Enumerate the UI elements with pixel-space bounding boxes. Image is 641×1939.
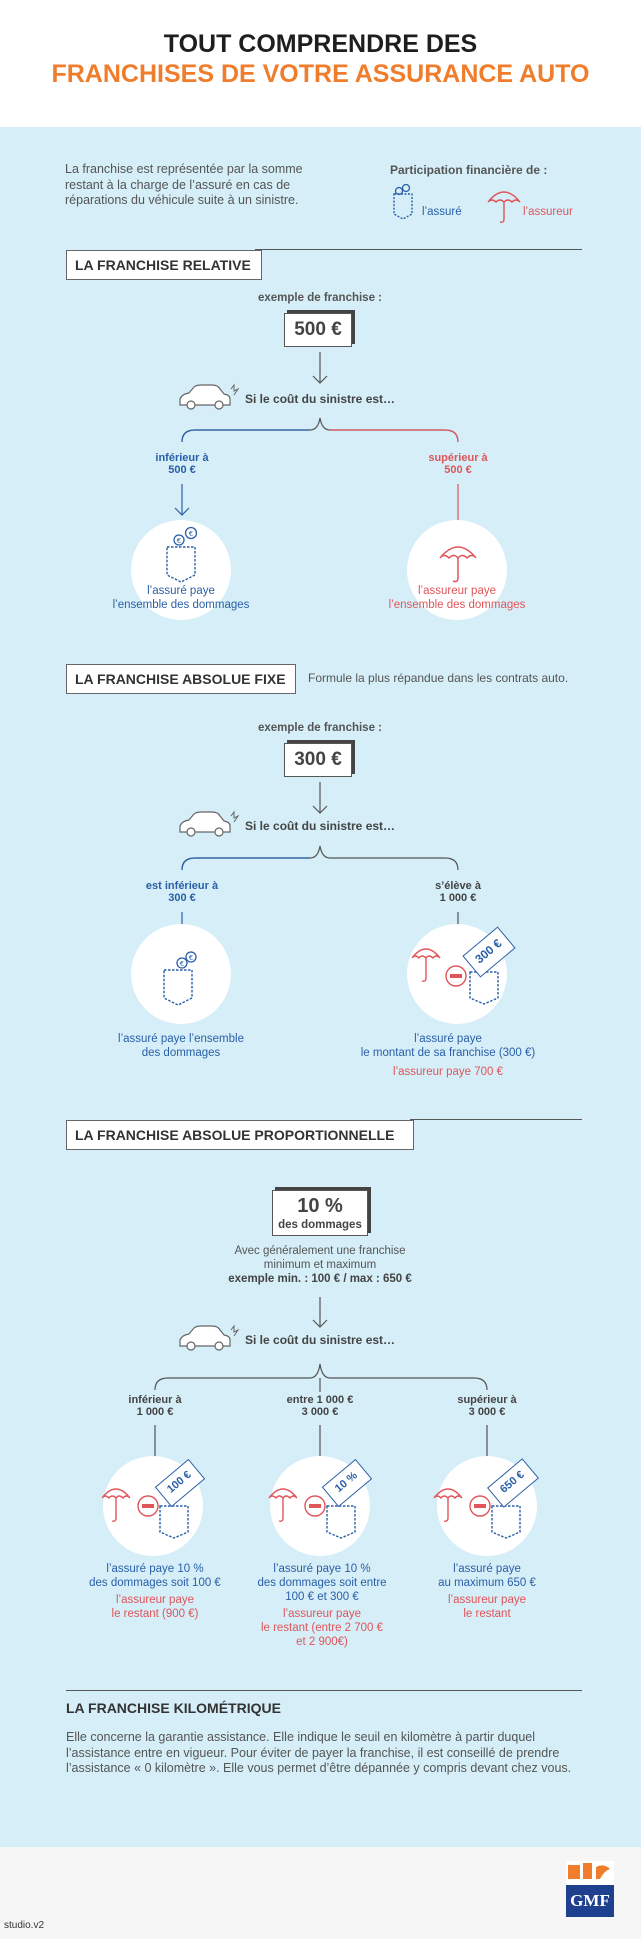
question-text: Si le coût du sinistre est…	[245, 1333, 396, 1347]
result-left: l’assuré paye l’ensemble des dommages	[112, 585, 250, 611]
example-label: exemple de franchise :	[258, 292, 382, 304]
svg-text:€: €	[179, 960, 185, 968]
result-left: l’assuré paye l’ensemble des dommages	[118, 1033, 244, 1059]
page-title-line1: TOUT COMPRENDRE DES	[163, 30, 478, 58]
price-tag: 650 €	[487, 1458, 539, 1507]
result-col3: l’assuré paye au maximum 650 € l’assureur paye le restant	[438, 1563, 536, 1620]
percent-box: 10 % des dommages	[272, 1190, 368, 1236]
result-col1: l’assuré paye 10 % des dommages soit 100 € l’assureur paye le restant (900 €)	[89, 1563, 221, 1620]
logo-text: GMF	[566, 1885, 614, 1917]
condition-col1: inférieur à 1 000 €	[128, 1394, 182, 1418]
question-text: Si le coût du sinistre est…	[245, 819, 396, 833]
page-title-line2: FRANCHISES DE VOTRE ASSURANCE AUTO	[51, 60, 590, 88]
legend-insured: l’assuré	[422, 206, 462, 218]
condition-col3: supérieur à 3 000 €	[457, 1394, 517, 1418]
condition-right: supérieur à 500 €	[428, 452, 488, 476]
result-col2: l’assuré paye 10 % des dommages soit entre 100 € et 300 € l’assureur paye le restant (entre 2 700 € et 2 900€)	[257, 1563, 387, 1648]
section-title-kilometrique: LA FRANCHISE KILOMÉTRIQUE	[66, 1700, 281, 1716]
footer	[0, 1847, 641, 1939]
price-tag: 10 %	[322, 1459, 372, 1507]
condition-left: est inférieur à 300 €	[145, 880, 219, 904]
car-icon	[176, 1324, 238, 1354]
section-title-fixe: LA FRANCHISE ABSOLUE FIXE	[66, 664, 296, 694]
section-divider	[66, 1690, 582, 1691]
legend-insurer: l’assureur	[523, 206, 573, 218]
svg-text:€: €	[188, 530, 194, 538]
svg-text:€: €	[176, 537, 182, 545]
logo-figures-icon	[566, 1861, 614, 1885]
result-right: l’assureur paye l’ensemble des dommages	[388, 585, 526, 611]
kilometrique-text: Elle concerne la garantie assistance. Elle indique le seuil en kilomètre à partir duquel l’assistance entre en vigueur. Pour éviter de payer la franchise, il est conseillé de prendre l’assistance « 0 kilomètre ». Elle vous permet d’être dépannée y compris devant chez vous.	[66, 1730, 572, 1775]
intro-text: La franchise est représentée par la somme restant à la charge de l’assuré en cas de réparations du véhicule suite à un sinistre.	[65, 162, 303, 207]
price-tag: 100 €	[155, 1459, 205, 1507]
legend-title: Participation financière de :	[390, 163, 548, 177]
result-right: l’assuré paye le montant de sa franchise (300 €) l’assureur paye 700 €	[360, 1033, 536, 1078]
gmf-logo	[566, 1861, 614, 1917]
proportion-description: Avec généralement une franchise minimum et maximum exemple min. : 100 € / max : 650 €	[228, 1245, 412, 1285]
section-title-relative: LA FRANCHISE RELATIVE	[66, 250, 262, 280]
condition-right: s’élève à 1 000 €	[435, 880, 481, 904]
price-tag: 300 €	[462, 926, 515, 977]
svg-text:€: €	[188, 954, 194, 962]
example-value-box: 300 €	[284, 743, 352, 777]
example-label: exemple de franchise :	[258, 722, 382, 734]
credit-text: studio.v2	[4, 1920, 45, 1931]
example-value-box: 500 €	[284, 313, 352, 347]
condition-col2: entre 1 000 € 3 000 €	[286, 1394, 354, 1418]
section-subtitle: Formule la plus répandue dans les contrats auto.	[308, 671, 569, 685]
question-text: Si le coût du sinistre est…	[245, 392, 396, 406]
section-title-proportionnelle: LA FRANCHISE ABSOLUE PROPORTIONNELLE	[66, 1120, 414, 1150]
condition-left: inférieur à 500 €	[155, 452, 209, 476]
